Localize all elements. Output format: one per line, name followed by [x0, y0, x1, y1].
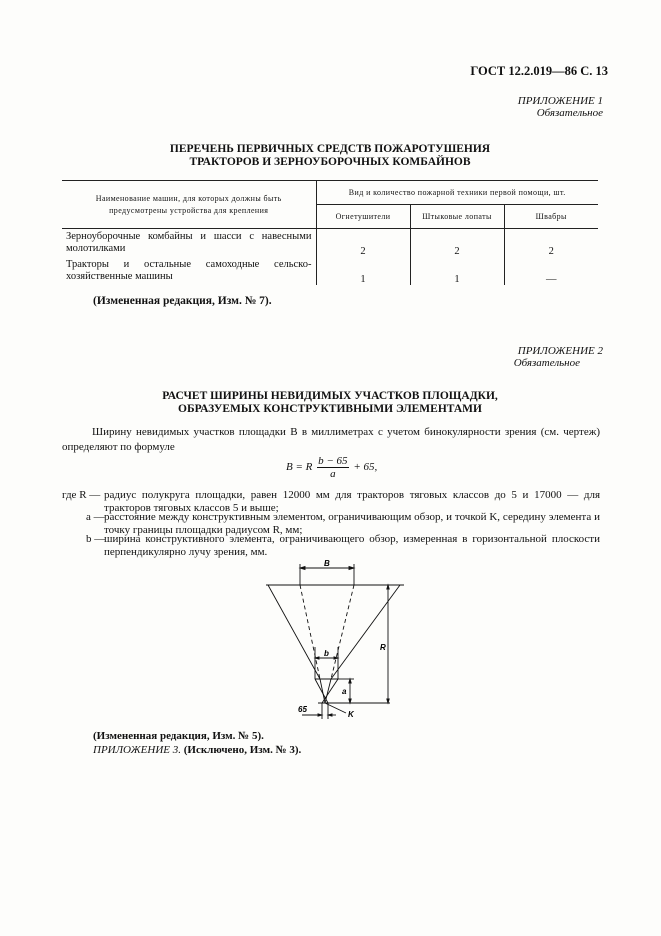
appendix3-label: ПРИЛОЖЕНИЕ 3. [93, 744, 181, 756]
definition-text: расстояние между конструктивным элементом, ограничивающим обзор, и точкой K, середину элемента и точку границы площадки радиусом R, мм; [104, 511, 600, 536]
table-header-machine: Наименование машин, для которых должны быть предусмотрены устройства для крепления [62, 181, 316, 229]
diagram-label-65: 65 [298, 705, 307, 714]
formula-tail: + 65, [353, 461, 378, 474]
table-header-extinguishers: Огнетушители [316, 205, 410, 229]
definition-text: ширина конструктивного элемента, ограничивающего обзор, измеренная в горизонтальной плоскости перпендикулярно лучу зрения, мм. [104, 533, 600, 558]
arrow-icon [387, 585, 389, 589]
table-cell-value: 2 [410, 229, 504, 257]
appendix3-line [93, 744, 301, 756]
fire-equipment-table [62, 180, 598, 285]
diagram-label-k: K [348, 710, 354, 719]
diagram-label-b-big: B [324, 559, 330, 568]
sight-line-outer-right [331, 585, 400, 679]
definition-label: a — [86, 511, 105, 523]
arrow-icon [300, 567, 305, 570]
sight-line-inner-right [331, 585, 354, 679]
appendix1-label: ПРИЛОЖЕНИЕ 1 [517, 95, 603, 107]
table-cell-value: 1 [410, 257, 504, 285]
diagram-label-r: R [380, 643, 386, 652]
formula-numerator: b − 65 [318, 455, 348, 467]
width-formula [286, 455, 377, 480]
appendix1-note: (Измененная редакция, Изм. № 7). [93, 295, 272, 307]
appendix2-title [60, 390, 600, 416]
eye-ray [320, 679, 325, 703]
appendix2-status: Обязательное [513, 357, 580, 369]
table-cell-name: Тракторы и остальные самоходные сельско-хозяйственные машины [66, 258, 312, 282]
table-cell-value: 2 [504, 229, 598, 257]
formula-lhs: B = R [286, 461, 313, 474]
visibility-diagram [262, 555, 412, 725]
table-header-group: Вид и количество пожарной техники первой помощи, шт. [316, 181, 598, 205]
appendix3-note: (Исключено, Изм. № 3). [183, 744, 302, 756]
formula-denominator: a [330, 468, 336, 480]
arrow-icon [334, 657, 338, 659]
formula-fraction [317, 455, 348, 480]
definition-label: b — [86, 533, 106, 545]
table-cell-name: Зерноуборочные комбайны и шасси с навесными молотилками [66, 230, 312, 254]
appendix1-title [60, 143, 600, 169]
table-cell-value: 2 [316, 229, 410, 257]
table-header-mops: Швабры [504, 205, 598, 229]
arrow-icon [349, 567, 354, 570]
appendix1-status: Обязательное [536, 107, 603, 119]
appendix2-paragraph: Ширину невидимых участков площадки B в миллиметрах с учетом бинокулярности зрения (см. чертеж) определяют по формуле [62, 426, 600, 453]
appendix2-title-line2: ОБРАЗУЕМЫХ КОНСТРУКТИВНЫМИ ЭЛЕМЕНТАМИ [178, 403, 482, 415]
arrow-icon [318, 714, 322, 716]
definition-label: где R — [62, 489, 101, 501]
sight-line-inner-left [300, 585, 320, 679]
diagram-label-a: a [342, 687, 347, 696]
arrow-icon [349, 679, 351, 683]
table-header-shovels: Штыковые лопаты [410, 205, 504, 229]
appendix1-title-line1: ПЕРЕЧЕНЬ ПЕРВИЧНЫХ СРЕДСТВ ПОЖАРОТУШЕНИЯ [169, 143, 491, 155]
appendix2-label: ПРИЛОЖЕНИЕ 2 [517, 345, 603, 357]
table-row [62, 257, 598, 285]
arrow-icon [349, 699, 351, 703]
sight-line-outer-left [268, 585, 320, 679]
diagram-label-b-small: b [324, 649, 329, 658]
table-row [62, 229, 598, 257]
table-cell-value: 1 [316, 257, 410, 285]
arrow-icon [387, 699, 389, 703]
table-cell-value: — [504, 257, 598, 285]
definition-text: радиус полукруга площадки, равен 12000 мм для тракторов тяговых классов до 5 и 17000 — для тракторов тяговых классов 5 и выше; [104, 489, 600, 514]
document-header: ГОСТ 12.2.019—86 С. 13 [470, 64, 608, 78]
appendix1-title-line2: ТРАКТОРОВ И ЗЕРНОУБОРОЧНЫХ КОМБАЙНОВ [189, 156, 471, 168]
appendix2-note: (Измененная редакция, Изм. № 5). [93, 730, 264, 742]
appendix2-title-line1: РАСЧЕТ ШИРИНЫ НЕВИДИМЫХ УЧАСТКОВ ПЛОЩАДКИ, [162, 390, 498, 402]
